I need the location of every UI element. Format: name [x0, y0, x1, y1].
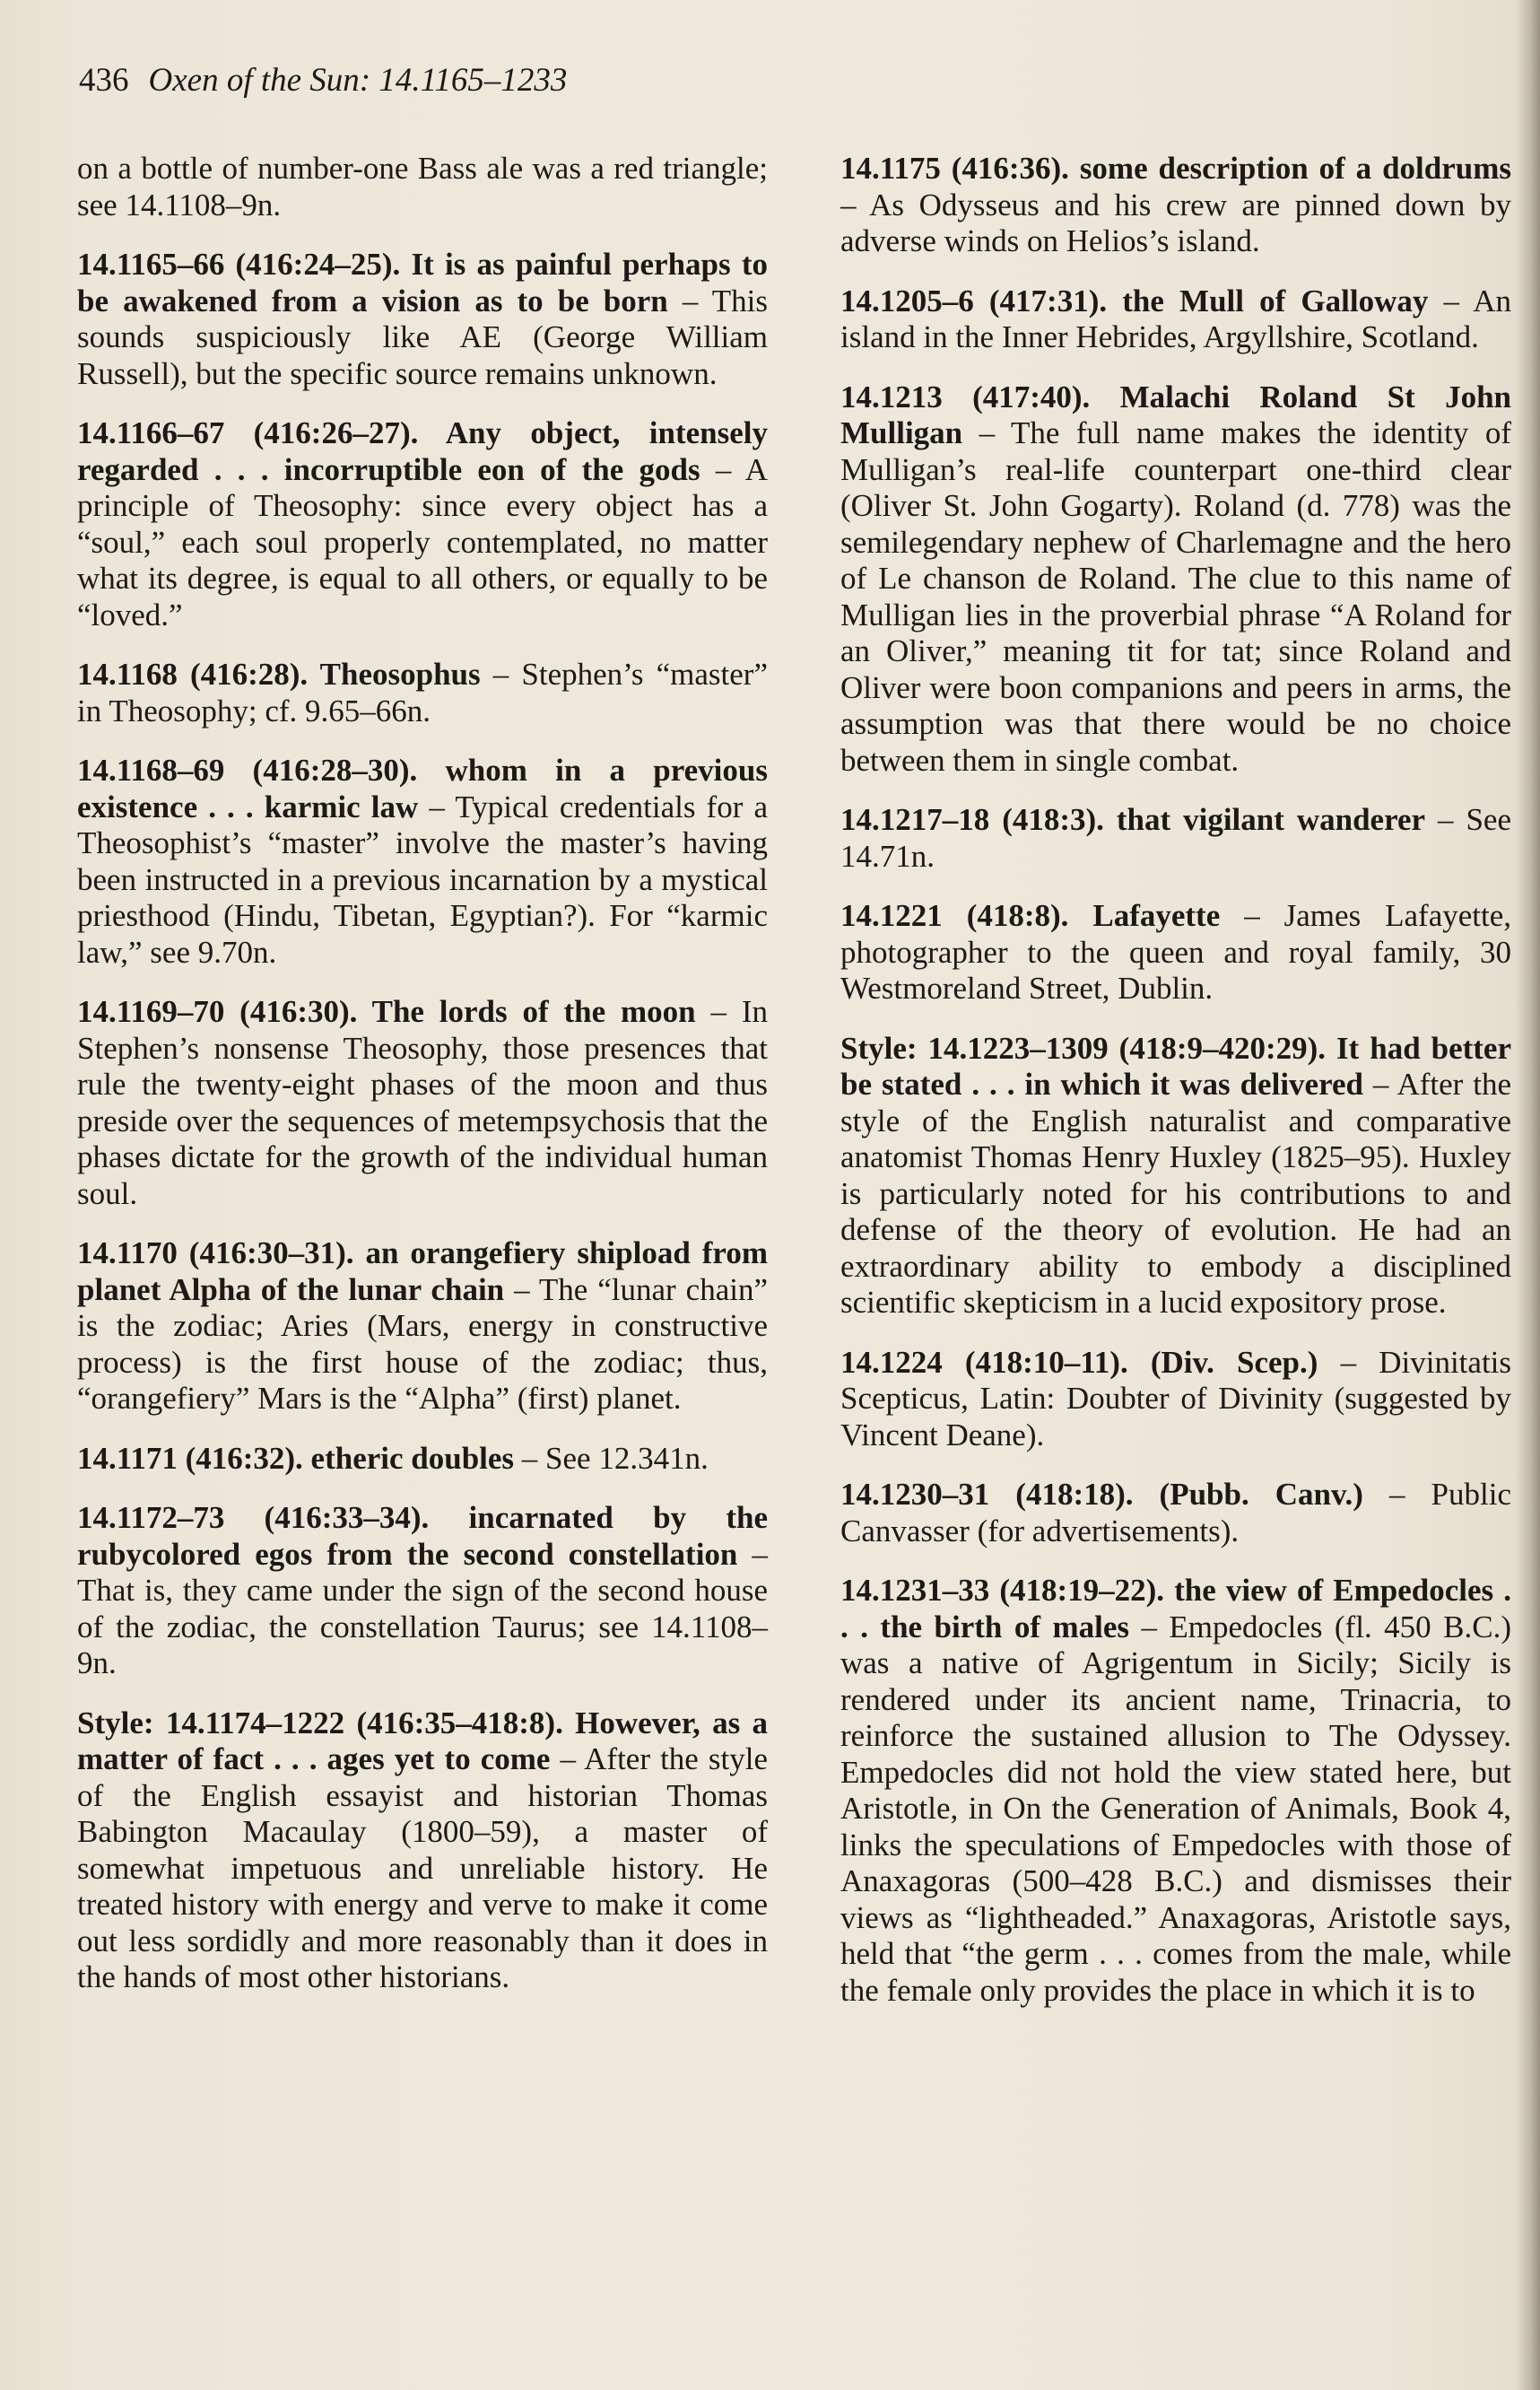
entry-lemma: 14.1224 (418:10–11). (Div. Scep.) — [840, 1344, 1318, 1380]
annotation-entry — [840, 283, 1511, 356]
entry-gloss: After the style of the English naturalist and comparative anatomist Thomas Henry Huxley (1825–95). Huxley is particularly noted for his contributions to and defense of the theory of evolution. He had an extraordinary ability to embody a disciplined scientific skepticism in a lucid expository prose. — [840, 1067, 1511, 1320]
entry-dash: – — [1129, 1609, 1170, 1644]
entry-lemma: 14.1169–70 (416:30). The lords of the moon — [77, 994, 696, 1029]
running-title: Oxen of the Sun: 14.1165–1233 — [148, 62, 568, 99]
right-column — [840, 151, 1511, 2032]
annotation-entry — [77, 247, 768, 392]
entry-lemma: 14.1168–69 (416:28–30). whom in a previous existence . . . karmic law — [77, 753, 768, 824]
annotation-entry — [840, 1477, 1511, 1549]
entry-dash: – — [695, 994, 742, 1029]
annotation-entry — [840, 379, 1511, 780]
entry-dash: – — [550, 1741, 585, 1776]
entry-gloss: See 14.71n. — [840, 802, 1512, 874]
entry-gloss: Typical credentials for a Theosophist’s “master” involve the master’s having been instructed in a previous incarnation by a mystical priesthood (Hindu, Tibetan, Egyptian?). For “karmic law,” see 9.70n. — [77, 789, 768, 970]
annotation-entry — [77, 151, 768, 223]
entry-lemma: 14.1172–73 (416:33–34). incarnated by the rubycolored egos from the second constellation — [77, 1500, 768, 1572]
entry-gloss: Public Canvasser (for advertisements). — [840, 1477, 1511, 1548]
entry-gloss: James Lafayette, photographer to the queen and royal family, 30 Westmoreland Street, Dublin. — [840, 898, 1512, 1006]
entry-lemma: 14.1221 (418:8). Lafayette — [840, 898, 1221, 933]
entry-lemma: 14.1165–66 (416:24–25). It is as painful perhaps to be awakened from a vision as to be born — [77, 247, 768, 318]
entry-dash: – — [1318, 1344, 1379, 1380]
entry-lemma: 14.1175 (416:36). some description of a doldrums — [840, 151, 1511, 186]
annotation-entry — [77, 994, 768, 1212]
entry-gloss: See 12.341n. — [545, 1440, 709, 1476]
entry-lemma: 14.1168 (416:28). Theosophus — [77, 657, 481, 692]
entry-lemma: 14.1170 (416:30–31). an orangefiery shipload from planet Alpha of the lunar chain — [77, 1235, 768, 1307]
annotation-entry — [77, 1235, 768, 1417]
entry-gloss: After the style of the English essayist and historian Thomas Babington Macaulay (1800–59), a master of somewhat impetuous and unreliable history. He treated history with energy and verve to make it come out less sordidly and more reasonably than it does in the hands of most other historians. — [77, 1741, 768, 1994]
entry-dash: – — [514, 1440, 546, 1476]
entry-lemma: Style: 14.1223–1309 (418:9–420:29). It had better be stated . . . in which it was delivered — [840, 1030, 1511, 1102]
entry-dash: – — [1362, 1067, 1397, 1102]
entry-lemma: 14.1217–18 (418:3). that vigilant wanderer — [840, 802, 1426, 837]
annotation-entry — [840, 1573, 1511, 2009]
annotation-entry — [77, 1441, 768, 1478]
annotation-entry — [77, 657, 768, 729]
annotation-entry — [77, 415, 768, 633]
entry-dash: – — [418, 789, 456, 824]
entry-dash: – — [1425, 802, 1466, 837]
entry-dash: – — [480, 657, 522, 692]
annotation-entry — [840, 802, 1511, 875]
entry-dash: – — [737, 1536, 769, 1572]
page-number: 436 — [79, 62, 129, 99]
entry-dash: – — [667, 283, 712, 318]
entry-lemma: Style: 14.1174–1222 (416:35–418:8). However, as a matter of fact . . . ages yet to come — [77, 1705, 768, 1776]
annotation-entry — [840, 898, 1511, 1007]
entry-gloss: As Odysseus and his crew are pinned down by adverse winds on Helios’s island. — [840, 187, 1511, 258]
entry-lemma: 14.1231–33 (418:19–22). the view of Empedocles . . . the birth of males — [840, 1573, 1511, 1644]
annotation-entry — [840, 1031, 1511, 1321]
entry-dash: – — [962, 415, 1011, 450]
entry-gloss: The “lunar chain” is the zodiac; Aries (Mars, energy in constructive process) is the first house of the zodiac; thus, “orangefiery” Mars is the “Alpha” (first) planet. — [77, 1271, 768, 1416]
entry-dash: – — [504, 1271, 539, 1307]
entry-lemma: 14.1230–31 (418:18). (Pubb. Canv.) — [840, 1477, 1363, 1512]
entry-gloss: This sounds suspiciously like AE (George William Russell), but the specific source remains unknown. — [77, 283, 768, 391]
entry-dash: – — [700, 451, 745, 487]
entry-gloss: That is, they came under the sign of the second house of the zodiac, the constellation Taurus; see 14.1108–9n. — [77, 1573, 768, 1680]
annotation-entry — [77, 1500, 768, 1682]
entry-gloss: A principle of Theosophy: since every object has a “soul,” each soul properly contemplated, no matter what its degree, is equal to all others, or equally to be “loved.” — [77, 451, 768, 632]
page-gutter-shadow — [1515, 0, 1540, 2390]
annotation-entry — [840, 1345, 1511, 1454]
entry-dash: – — [1362, 1477, 1431, 1512]
entry-dash: – — [1220, 898, 1284, 933]
left-column — [77, 151, 768, 2019]
entry-lemma: 14.1205–6 (417:31). the Mull of Galloway — [840, 283, 1429, 318]
running-head — [79, 59, 567, 102]
entry-dash: – — [1428, 283, 1474, 318]
entry-lemma: 14.1213 (417:40). Malachi Roland St John Mulligan — [840, 379, 1511, 450]
entry-gloss: Stephen’s “master” in Theosophy; cf. 9.65–66n. — [77, 657, 769, 728]
entry-gloss: Empedocles (fl. 450 B.C.) was a native of Agrigentum in Sicily; Sicily is rendered under its ancient name, Trinacria, to reinforce the sustained allusion to The Odyssey. Empedocles did not hold the view stated here, but Aristotle, in On the Generation of Animals, Book 4, links the speculations of Empedocles with those of Anaxagoras (500–428 B.C.) and dismisses their views as “lightheaded.” Anaxagoras, Aristotle says, held that “the germ . . . comes from the male, while the female only provides the place in which it is to — [840, 1609, 1511, 2008]
entry-gloss: Divinitatis Scepticus, Latin: Doubter of Divinity (suggested by Vincent Deane). — [840, 1344, 1512, 1452]
annotation-entry — [840, 151, 1511, 260]
annotation-entry — [77, 1705, 768, 1996]
entry-lemma: 14.1166–67 (416:26–27). Any object, intensely regarded . . . incorruptible eon of the gods — [77, 415, 768, 487]
entry-gloss: An island in the Inner Hebrides, Argyllshire, Scotland. — [840, 283, 1511, 354]
entry-gloss: The full name makes the identity of Mulligan’s real-life counterpart one-third clear (Oliver St. John Gogarty). Roland (d. 778) was the semilegendary nephew of Charlemagne and the hero of Le chanson de Roland. The clue to this name of Mulligan lies in the proverbial phrase “A Roland for an Oliver,” meaning tit for tat; since Roland and Oliver were boon companions and peers in arms, the assumption was that there would be no choice between them in single combat. — [840, 415, 1511, 778]
entry-dash: – — [840, 187, 870, 222]
annotation-entry — [77, 753, 768, 971]
entry-gloss: on a bottle of number-one Bass ale was a red triangle; see 14.1108–9n. — [77, 151, 768, 222]
entry-lemma: 14.1171 (416:32). etheric doubles — [77, 1440, 515, 1476]
entry-gloss: In Stephen’s nonsense Theosophy, those presences that rule the twenty-eight phases of the moon and thus preside over the sequences of metempsychosis that the phases dictate for the growth of the individual human soul. — [77, 994, 768, 1211]
